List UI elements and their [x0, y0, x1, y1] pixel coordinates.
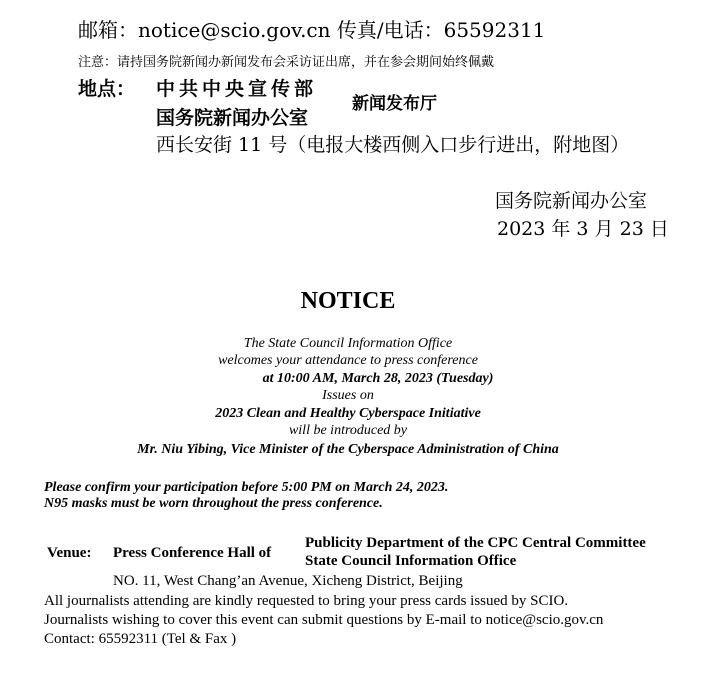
questions-email-note: Journalists wishing to cover this event can submit questions by E-mail to notice@scio.gov.cn — [44, 612, 604, 628]
press-card-request: All journalists attending are kindly requested to bring your press cards issued by SCIO. — [44, 593, 569, 609]
chinese-contact-line: 邮箱：notice@scio.gov.cn 传真/电话：65592311 — [78, 18, 546, 42]
notice-line-introduced: will be introduced by — [288, 423, 408, 438]
chinese-attendance-notice: 注意：请持国务院新闻办新闻发布会采访证出席，并在参会期间始终佩戴 — [78, 55, 495, 70]
notice-line-office: The State Council Information Office — [243, 336, 453, 351]
venue-address: NO. 11, West Chang’an Avenue, Xicheng District, Beijing — [113, 573, 463, 589]
chinese-signature-org: 国务院新闻办公室 — [495, 190, 648, 212]
venue-org-publicity-department: Publicity Department of the CPC Central Committee — [305, 535, 646, 551]
chinese-venue-label: 地点： — [78, 78, 136, 100]
notice-line-issues: Issues on — [322, 388, 374, 403]
chinese-org-scio: 国务院新闻办公室 — [156, 107, 309, 129]
venue-org-scio: State Council Information Office — [305, 553, 517, 569]
chinese-address: 西长安街 11 号（电报大楼西侧入口步行进出，附地图） — [156, 134, 630, 156]
notice-line-speaker: Mr. Niu Yibing, Vice Minister of the Cyberspace Administration of China — [137, 442, 559, 457]
notice-title: NOTICE — [300, 288, 396, 314]
venue-label: Venue: — [47, 545, 92, 561]
notice-line-datetime: at 10:00 AM, March 28, 2023 (Tuesday) — [262, 371, 494, 386]
mask-requirement: N95 masks must be worn throughout the press conference. — [44, 496, 383, 511]
venue-hall: Press Conference Hall of — [113, 545, 272, 561]
chinese-signature-date: 2023 年 3 月 23 日 — [497, 218, 669, 240]
notice-line-welcome: welcomes your attendance to press conference — [218, 353, 478, 368]
contact-line: Contact: 65592311 (Tel & Fax ) — [44, 631, 237, 647]
chinese-org-publicity-department: 中共中央宣传部 — [156, 78, 318, 100]
confirm-participation: Please confirm your participation before 5:00 PM on March 24, 2023. — [44, 480, 449, 495]
notice-line-initiative: 2023 Clean and Healthy Cyberspace Initiative — [215, 406, 481, 421]
chinese-press-hall: 新闻发布厅 — [352, 94, 437, 114]
